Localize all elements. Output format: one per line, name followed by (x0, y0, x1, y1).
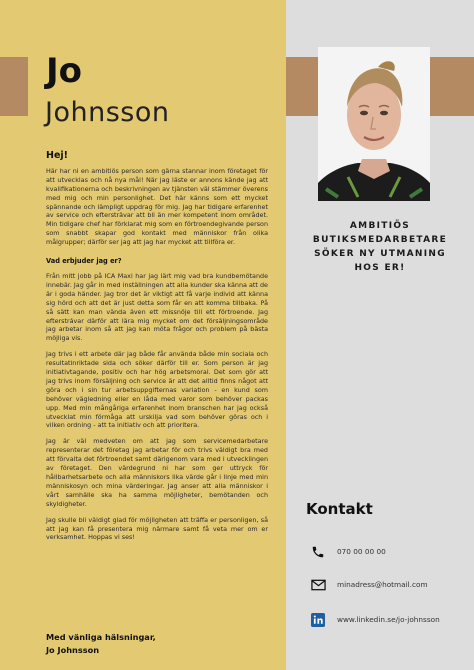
letter-greeting: Hej! (46, 150, 68, 161)
contact-email[interactable]: minadress@hotmail.com (337, 580, 428, 589)
contact-linkedin[interactable]: www.linkedin.se/jo-johnsson (337, 615, 440, 624)
contact-email-row[interactable] (310, 576, 428, 594)
letter-paragraph-intro: Här har ni en ambitiös person som gärna stannar inom företaget för att utvecklas och nå nya mål! När jag läste er annons kände jag att kvalifikationerna och beskrivningen av tjänsten väl stämmer överens med mig och min personlighet. Det här känns som ett mycket spännande och lämpligt uppdrag för mig. Jag har tidigare erfarenhet av service och eftersträvar att bli än mer kompetent inom området. Min tidigare chef har förklarat mig som en förtroendegivande person som snabbt skapar god kontakt med människor från olika målgrupper; därför ser jag att jag har mycket att tillföra er. (46, 166, 268, 247)
signoff-greeting: Med vänliga hälsningar, (46, 632, 156, 642)
letter-signoff (46, 631, 156, 657)
portrait-icon (318, 47, 430, 201)
profile-photo (318, 47, 430, 201)
contact-heading: Kontakt (306, 500, 373, 518)
letter-paragraph-closing: Jag skulle bli väldigt glad för möjligheten att träffa er personligen, så att jag kan få presentera mig närmare samt få veta mer om er verksamhet. Hoppas vi ses! (46, 515, 268, 542)
letter-paragraph-personality: Jag trivs i ett arbete där jag både får använda både min sociala och resultatinriktade sida och söker därför till er. Som person är jag initiativtagande, positiv och har hög arbetsmoral. Det som gör att jag trivs inom försäljning och service är att det alltid finns något att göra och i sin tur arbetsuppgifternas variation - en kund som behöver vägledning eller en låda med varor som behöver packas upp. Med min mångåriga erfarenhet inom branschen har jag också utvecklat min förmåga att urskilja vad som behöver göras och i vilken ordning - att ta initiativ och att prioritera. (46, 350, 268, 430)
contact-phone-row (310, 543, 386, 561)
letter-subheading: Vad erbjuder jag er? (46, 257, 122, 266)
contact-linkedin-row[interactable] (310, 611, 440, 629)
last-name: Johnsson (45, 97, 170, 128)
cover-letter (46, 152, 268, 549)
headline-tagline (300, 219, 460, 275)
letter-paragraph-experience: Från mitt jobb på ICA Maxi har jag lärt mig vad bra kundbemötande innebär. Jag går in med inställningen att alla kunder ska känna att de är i goda händer. Jag tror det är viktigt att få varje individ att känna sig hörd och att det är just detta som får en att komma tillbaka. På så sätt kan man vända även ett missnöje till ett förtroende. Jag efterstrávar därför att lära mig mycket om det försäljningsområde jag arbetar inom så att jag kan möta frågor och problem på bästa möjliga vis. (46, 271, 268, 343)
tagline-line: BUTIKSMEDARBETARE (312, 235, 448, 245)
tagline-line: AMBITIÖS (349, 221, 411, 231)
envelope-icon (310, 577, 326, 593)
signoff-name: Jo Johnsson (46, 645, 100, 655)
phone-icon (310, 544, 326, 560)
accent-band-left (0, 57, 28, 116)
linkedin-icon (310, 612, 326, 628)
contact-phone: 070 00 00 00 (337, 547, 386, 556)
tagline-line: SÖKER NY UTMANING (314, 249, 446, 259)
letter-paragraph-values: Jag är väl medveten om att jag som servicemedarbetare representerar det företag jag arbetar för och trivs väldigt bra med att förvalta det förtroendet samt därigenom vara med i utvecklingen av företaget. Den värdegrund ni har som ger uttryck för hållbarhetsarbete och alla människors lika värde går i linje med min människosyn och mina värderingar. Jag anser att alla människor i vårt samhälle ska ha samma möjligheter, bemötanden och skyldigheter. (46, 437, 268, 508)
tagline-line: HOS ER! (354, 263, 406, 273)
first-name: Jo (46, 51, 83, 91)
